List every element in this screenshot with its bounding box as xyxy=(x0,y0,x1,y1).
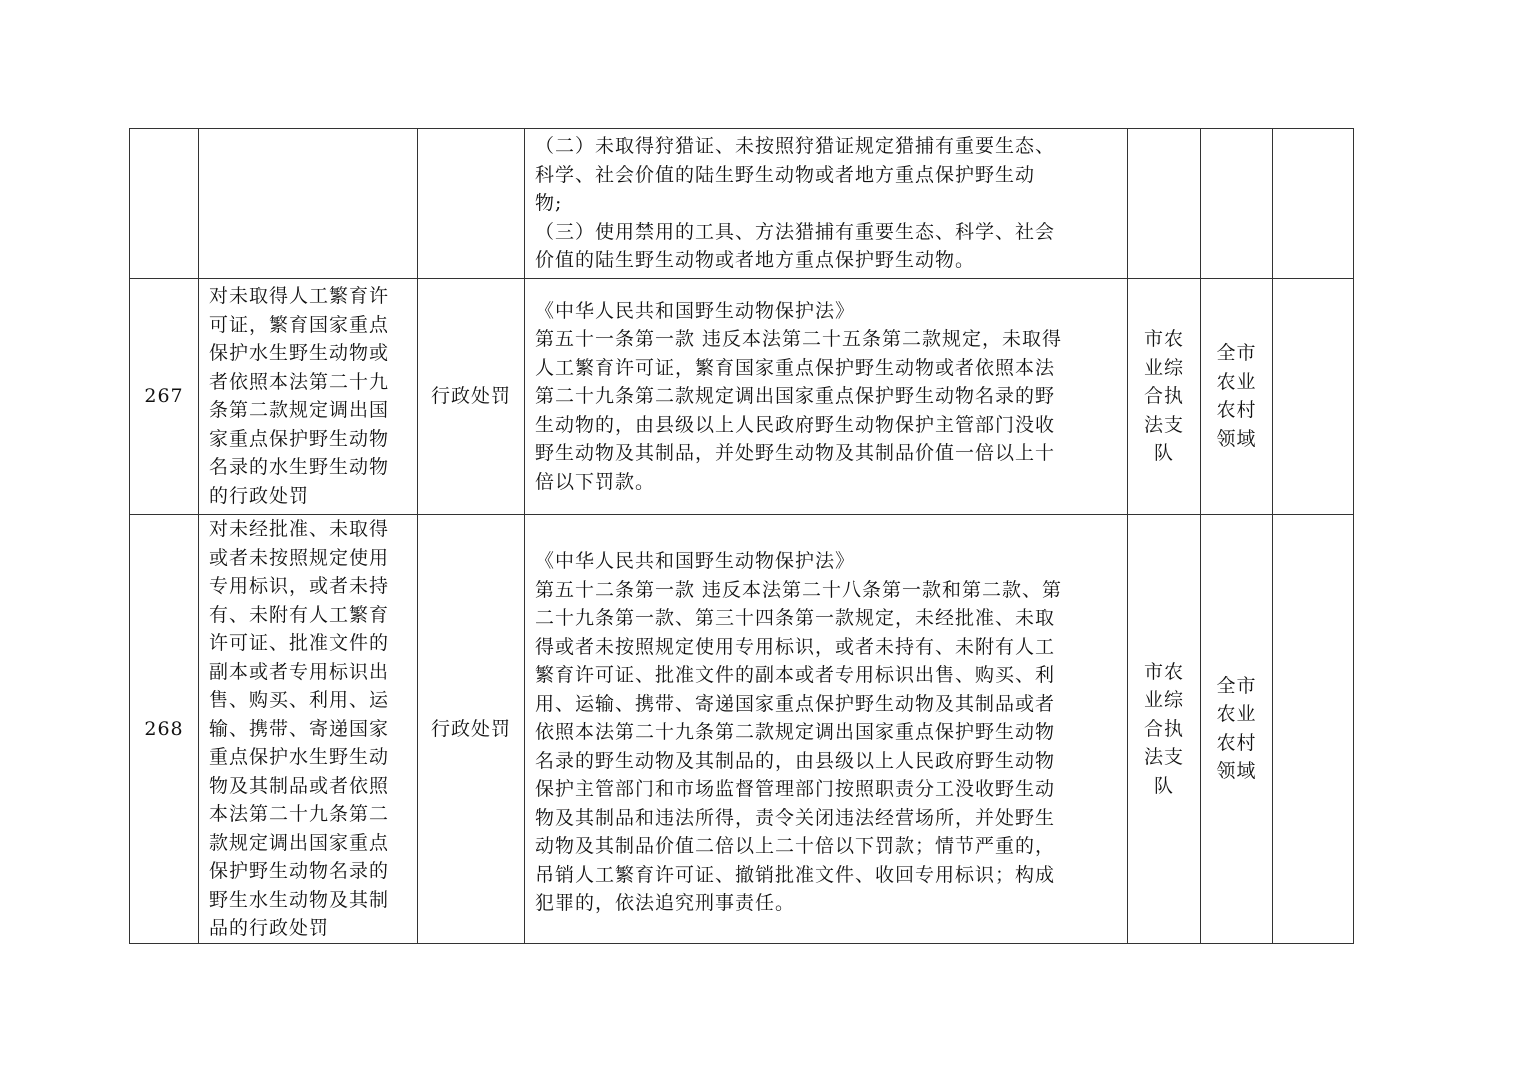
basis-line: 人工繁育许可证，繁育国家重点保护野生动物或者依照本法 xyxy=(535,356,1056,379)
scope-cell xyxy=(1201,515,1273,944)
scope-line: 农村 xyxy=(1216,731,1257,754)
item-line: 对未取得人工繁育许 xyxy=(209,285,390,308)
table-row xyxy=(130,278,1354,515)
basis-line: 动物及其制品价值二倍以上二十倍以下罚款；情节严重的， xyxy=(535,835,1056,857)
item-line: 重点保护水生野生动 xyxy=(209,746,390,768)
item-line: 名录的水生野生动物 xyxy=(209,456,390,479)
legal-basis-cell xyxy=(525,278,1128,515)
scope-line: 全市 xyxy=(1216,674,1257,697)
department-line: 法支 xyxy=(1143,413,1184,436)
item-name-cell xyxy=(199,278,418,515)
item-line: 或者未按照规定使用 xyxy=(209,546,390,569)
basis-line: 《中华人民共和国野生动物保护法》 xyxy=(535,299,856,322)
basis-line: 保护主管部门和市场监督管理部门按照职责分工没收野生动 xyxy=(535,778,1056,800)
scope-line: 农业 xyxy=(1216,370,1257,393)
department-line: 业综 xyxy=(1143,689,1184,711)
legal-basis-cell xyxy=(525,129,1128,279)
basis-line: 吊销人工繁育许可证、撤销批准文件、收回专用标识；构成 xyxy=(535,863,1056,886)
item-line: 许可证、批准文件的 xyxy=(209,632,390,654)
basis-line: 用、运输、携带、寄递国家重点保护野生动物及其制品或者 xyxy=(535,692,1056,715)
department-line: 业综 xyxy=(1143,356,1184,379)
table-row xyxy=(130,129,1354,279)
scope-line: 领域 xyxy=(1216,427,1257,450)
basis-line: 物; xyxy=(535,192,563,214)
item-name-cell xyxy=(199,515,418,944)
item-line: 的行政处罚 xyxy=(209,484,310,507)
scope-cell xyxy=(1201,278,1273,515)
row-number-cell: 267 xyxy=(130,278,199,515)
penalty-table xyxy=(129,128,1354,944)
scope-line: 全市 xyxy=(1216,342,1257,365)
basis-line: （三）使用禁用的工具、方法猎捕有重要生态、科学、社会 xyxy=(535,220,1056,243)
item-line: 有、未附有人工繁育 xyxy=(209,603,390,626)
basis-line: 《中华人民共和国野生动物保护法》 xyxy=(535,550,856,572)
scope-cell xyxy=(1201,129,1273,279)
basis-line: 倍以下罚款。 xyxy=(535,470,656,493)
basis-line: 二十九条第一款、第三十四条第一款规定，未经批准、未取 xyxy=(535,607,1056,629)
penalty-type-cell: 行政处罚 xyxy=(418,278,525,515)
department-line: 市农 xyxy=(1143,660,1184,683)
basis-line: 得或者未按照规定使用专用标识，或者未持有、未附有人工 xyxy=(535,635,1056,658)
item-name-cell xyxy=(199,129,418,279)
item-line: 专用标识，或者未持 xyxy=(209,575,390,597)
item-line: 可证，繁育国家重点 xyxy=(209,313,390,336)
basis-line: （二）未取得狩猎证、未按照狩猎证规定猎捕有重要生态、 xyxy=(535,135,1056,157)
department-cell xyxy=(1128,129,1201,279)
basis-line: 野生动物及其制品，并处野生动物及其制品价值一倍以上十 xyxy=(535,442,1056,464)
note-cell xyxy=(1273,129,1354,279)
penalty-type-cell: 行政处罚 xyxy=(418,515,525,944)
department-line: 合执 xyxy=(1143,385,1184,407)
item-line: 保护野生动物名录的 xyxy=(209,860,390,882)
department-line: 法支 xyxy=(1143,746,1184,768)
item-line: 品的行政处罚 xyxy=(209,917,330,939)
item-line: 保护水生野生动物或 xyxy=(209,342,390,365)
basis-line: 物及其制品和违法所得，责令关闭违法经营场所，并处野生 xyxy=(535,806,1056,829)
item-line: 物及其制品或者依照 xyxy=(209,774,390,797)
item-line: 输、携带、寄递国家 xyxy=(209,717,390,740)
note-cell xyxy=(1273,515,1354,944)
row-number-cell: 268 xyxy=(130,515,199,944)
basis-line: 名录的野生动物及其制品的，由县级以上人民政府野生动物 xyxy=(535,749,1056,772)
item-line: 野生水生动物及其制 xyxy=(209,888,390,911)
scope-line: 农业 xyxy=(1216,703,1257,726)
legal-basis-cell xyxy=(525,515,1128,944)
basis-line: 科学、社会价值的陆生野生动物或者地方重点保护野生动 xyxy=(535,163,1036,186)
item-line: 本法第二十九条第二 xyxy=(209,803,390,825)
basis-line: 生动物的，由县级以上人民政府野生动物保护主管部门没收 xyxy=(535,413,1056,436)
note-cell xyxy=(1273,278,1354,515)
item-line: 副本或者专用标识出 xyxy=(209,660,390,683)
penalty-type-cell xyxy=(418,129,525,279)
department-line: 市农 xyxy=(1143,328,1184,350)
basis-line: 第二十九条第二款规定调出国家重点保护野生动物名录的野 xyxy=(535,385,1056,407)
basis-line: 价值的陆生野生动物或者地方重点保护野生动物。 xyxy=(535,249,976,271)
basis-line: 第五十一条第一款 违反本法第二十五条第二款规定，未取得 xyxy=(535,328,1063,350)
item-line: 售、购买、利用、运 xyxy=(209,689,390,711)
department-cell xyxy=(1128,278,1201,515)
item-line: 者依照本法第二十九 xyxy=(209,370,390,393)
basis-line: 依照本法第二十九条第二款规定调出国家重点保护野生动物 xyxy=(535,721,1056,743)
scope-line: 农村 xyxy=(1216,399,1257,422)
scope-line: 领域 xyxy=(1216,760,1257,783)
basis-line: 繁育许可证、批准文件的副本或者专用标识出售、购买、利 xyxy=(535,664,1056,686)
item-line: 款规定调出国家重点 xyxy=(209,831,390,854)
department-line: 合执 xyxy=(1143,717,1184,740)
basis-line: 犯罪的，依法追究刑事责任。 xyxy=(535,892,796,914)
department-line: 队 xyxy=(1153,774,1174,797)
row-number-cell xyxy=(130,129,199,279)
department-cell xyxy=(1128,515,1201,944)
item-line: 条第二款规定调出国 xyxy=(209,399,390,422)
table-row xyxy=(130,515,1354,944)
item-line: 家重点保护野生动物 xyxy=(209,427,390,450)
item-line: 对未经批准、未取得 xyxy=(209,518,390,540)
basis-line: 第五十二条第一款 违反本法第二十八条第一款和第二款、第 xyxy=(535,578,1063,601)
department-line: 队 xyxy=(1153,442,1174,464)
